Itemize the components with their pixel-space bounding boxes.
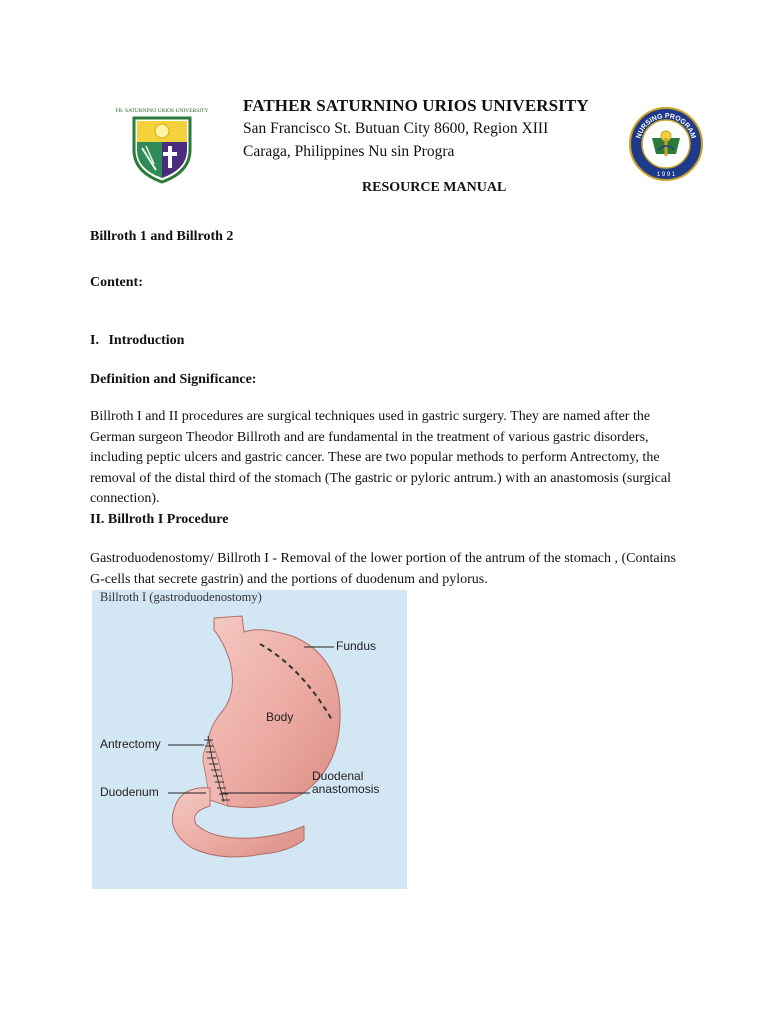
label-duodenal: Duodenal	[312, 769, 364, 783]
procedure-paragraph: Gastroduodenostomy/ Billroth I - Removal of the lower portion of the antrum of the stomach , (Contains G-cells that secrete gastrin) and the portions of duodenum and pylorus.	[90, 551, 676, 587]
address-line-1: San Francisco St. Butuan City 8600, Region XIII	[243, 120, 549, 137]
svg-text:FR. SATURNINO URIOS UNIVERSITY: FR. SATURNINO URIOS UNIVERSITY	[115, 108, 209, 114]
university-name: FATHER SATURNINO URIOS UNIVERSITY	[243, 96, 589, 115]
university-logo	[115, 100, 209, 186]
definition-heading: Definition and Significance:	[90, 372, 257, 387]
nursing-program-seal	[628, 104, 704, 184]
label-body: Body	[266, 710, 294, 724]
billroth-diagram	[92, 590, 407, 889]
section-1-title: Introduction	[108, 333, 185, 348]
content-label: Content:	[90, 275, 143, 290]
svg-text:NURSING PROGRAM: NURSING PROGRAM	[635, 112, 697, 140]
label-anastomosis: anastomosis	[312, 782, 380, 796]
svg-text:1 9 9 1: 1 9 9 1	[656, 172, 676, 178]
definition-paragraph: Billroth I and II procedures are surgical techniques used in gastric surgery. They are named after the German surgeon Theodor Billroth and are fundamental in the treatment of various gastric disorders, including peptic ulcers and gastric cancer. These are two popular methods to perform Antrectomy, the removal of the distal third of the stomach (The gastric or pyloric antrum.) with an anastomosis (surgical connection).	[90, 409, 671, 506]
document-topic: Billroth 1 and Billroth 2	[90, 229, 234, 244]
label-fundus: Fundus	[336, 639, 377, 653]
resource-manual-title: RESOURCE MANUAL	[362, 180, 507, 195]
address-line-2: Caraga, Philippines Nu sin Progra	[243, 143, 455, 160]
section-2-heading: II. Billroth I Procedure	[90, 512, 229, 527]
figure-title: Billroth I (gastroduodenostomy)	[100, 590, 262, 604]
section-1-number: I.	[90, 333, 99, 348]
label-antrectomy: Antrectomy	[100, 737, 161, 751]
label-duodenum: Duodenum	[100, 785, 159, 799]
section-1-heading	[90, 333, 184, 349]
